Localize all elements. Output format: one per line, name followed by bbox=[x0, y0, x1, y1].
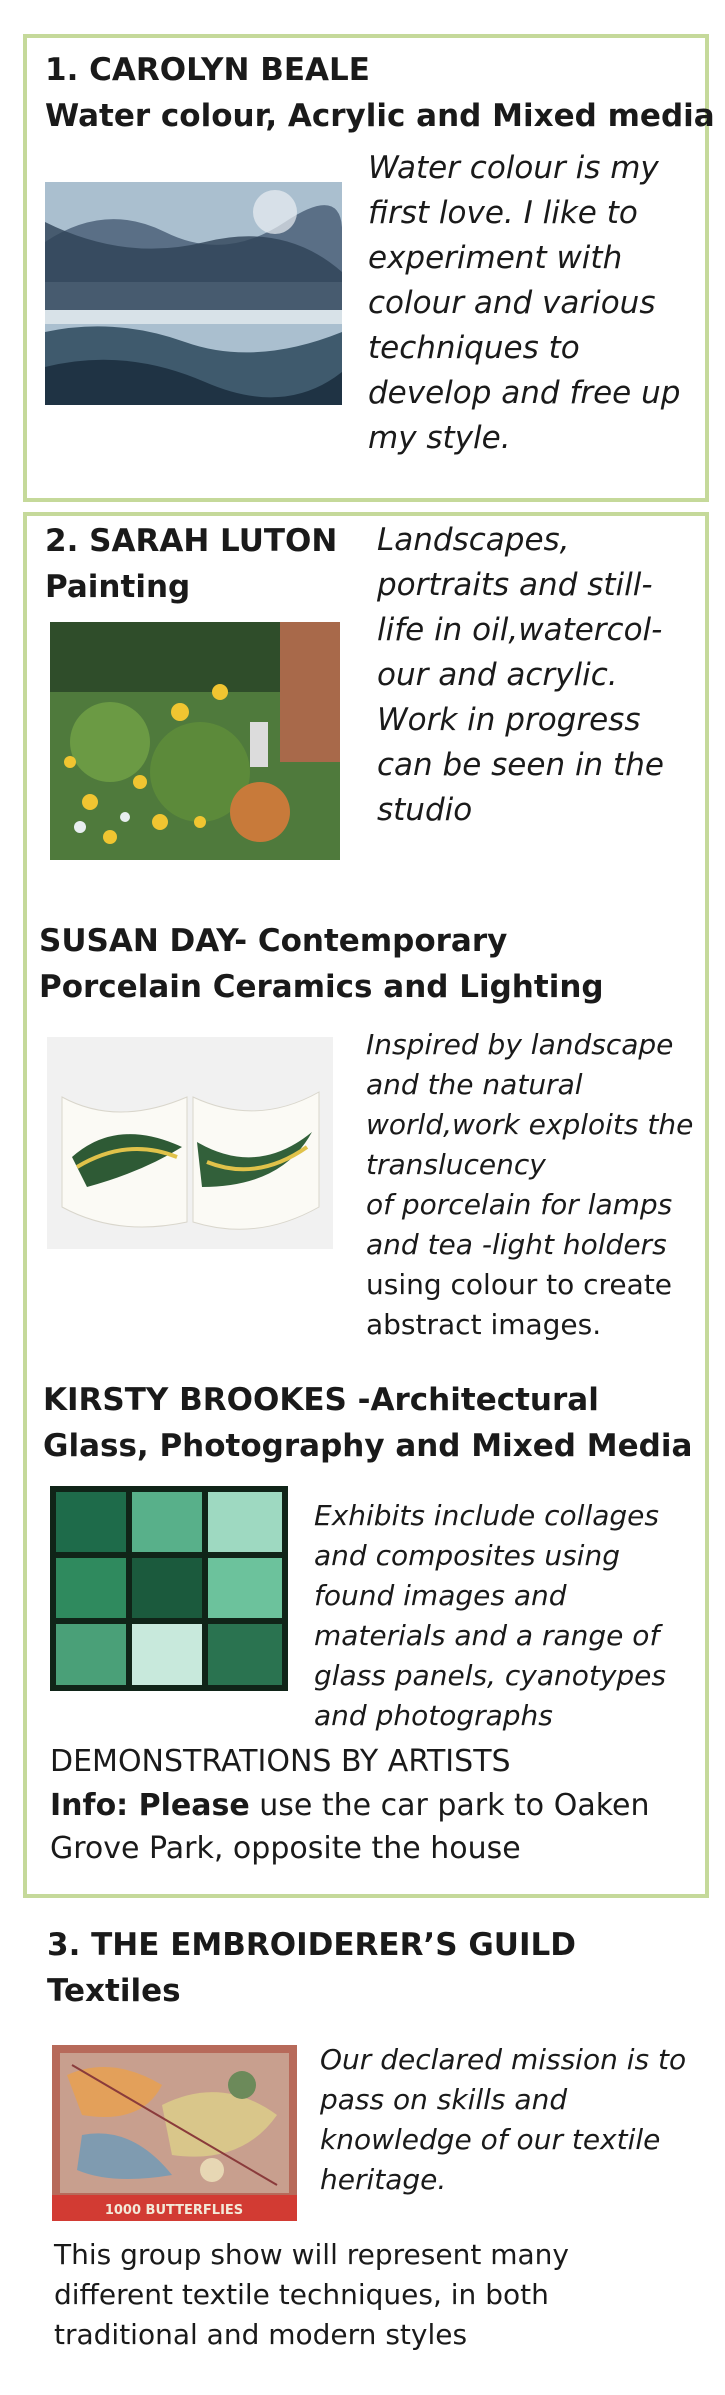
embroidery-butterflies-image bbox=[52, 2045, 297, 2221]
kirsty-description: Exhibits include collages and composites using found images and materials and a range of glass panels, cyanotypes and photographs bbox=[314, 1499, 666, 1732]
demonstrations-text: DEMONSTRATIONS BY ARTISTS bbox=[50, 1744, 511, 1779]
embroiderers-heading: 3. THE EMBROIDERER’S GUILD bbox=[47, 1927, 576, 1963]
sarah-garden-painting-image bbox=[50, 622, 340, 860]
susan-porcelain-image bbox=[47, 1037, 333, 1249]
sarah-heading: 2. SARAH LUTON bbox=[45, 523, 338, 559]
sarah-description: Landscapes, portraits and still- life in oil,watercol- our and acrylic. Work in progress can be seen in the studio bbox=[377, 522, 664, 828]
embroidery-caption: 1000 BUTTERFLIES bbox=[104, 2203, 244, 2218]
susan-heading: SUSAN DAY- Contemporary Porcelain Ceramics and Lighting bbox=[39, 923, 604, 1005]
carolyn-heading: 1. CAROLYN BEALE bbox=[45, 52, 370, 88]
kirsty-heading: KIRSTY BROOKES -Architectural Glass, Photography and Mixed Media bbox=[43, 1382, 693, 1464]
sarah-medium: Painting bbox=[45, 569, 191, 605]
parking-info: Info: Please use the car park to Oaken Grove Park, opposite the house bbox=[50, 1788, 650, 1866]
carolyn-medium: Water colour, Acrylic and Mixed media bbox=[45, 98, 715, 134]
embroiderers-medium: Textiles bbox=[47, 1973, 181, 2009]
susan-description: Inspired by landscape and the natural world,work exploits the translucency of porcelain for lamps and tea -light holders using colour to create abstract images. bbox=[366, 1028, 694, 1341]
kirsty-glass-image bbox=[50, 1486, 288, 1691]
carolyn-description: Water colour is my first love. I like to experiment with colour and various techniques to develop and free up my style. bbox=[368, 150, 681, 456]
embroiderers-footer: This group show will represent many different textile techniques, in both traditional and modern styles bbox=[54, 2238, 569, 2351]
embroiderers-description: Our declared mission is to pass on skills and knowledge of our textile heritage. bbox=[320, 2043, 687, 2196]
carolyn-painting-image bbox=[45, 182, 342, 405]
